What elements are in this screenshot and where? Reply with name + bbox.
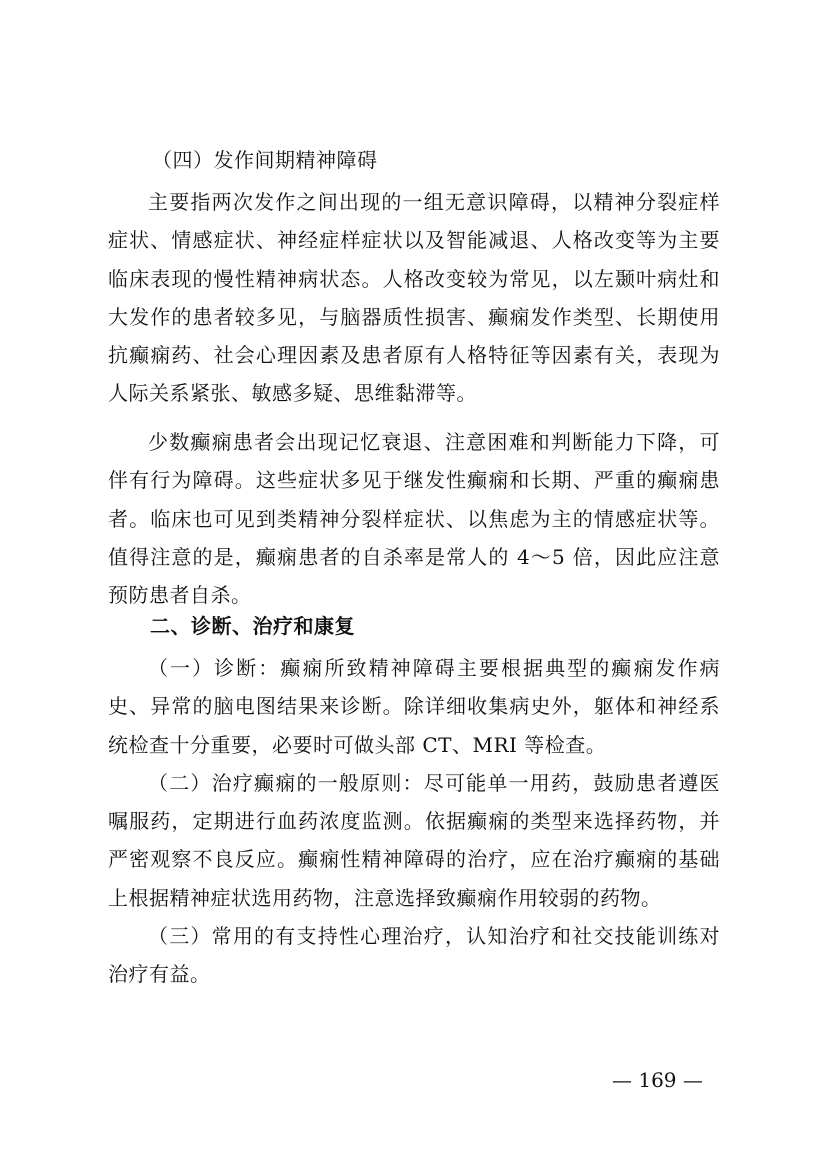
paragraph: （一）诊断：癫痫所致精神障碍主要根据典型的癫痫发作病史、异常的脑电图结果来诊断。除详细收集病史外，躯体和神经系统检查十分重要，必要时可做头部 CT、MRI 等检查。 (108, 656, 720, 757)
page-number: — 169 — (612, 1068, 703, 1092)
section-heading: 二、诊断、治疗和康复 (150, 614, 355, 638)
subsection-heading: （四）发作间期精神障碍 (152, 148, 378, 172)
subsection-body (108, 183, 720, 413)
section-body (108, 649, 720, 994)
paragraph: （三）常用的有支持性心理治疗，认知治疗和社交技能训练对治疗有益。 (108, 924, 720, 987)
paragraph: 少数癫痫患者会出现记忆衰退、注意困难和判断能力下降，可伴有行为障碍。这些症状多见于继发性癫痫和长期、严重的癫痫患者。临床也可见到类精神分裂样症状、以焦虑为主的情感症状等。值得注意的是，癫痫患者的自杀率是常人的 4～5 倍，因此应注意预防患者自杀。 (108, 430, 720, 608)
subsection-body-continued (108, 423, 720, 614)
paragraph: （二）治疗癫痫的一般原则：尽可能单一用药，鼓励患者遵医嘱服药，定期进行血药浓度监测。依据癫痫的类型来选择药物，并严密观察不良反应。癫痫性精神障碍的治疗，应在治疗癫痫的基础上根据精神症状选用药物，注意选择致癫痫作用较弱的药物。 (108, 770, 720, 910)
paragraph: 主要指两次发作之间出现的一组无意识障碍，以精神分裂症样症状、情感症状、神经症样症状以及智能减退、人格改变等为主要临床表现的慢性精神病状态。人格改变较为常见，以左颞叶病灶和大发作的患者较多见，与脑器质性损害、癫痫发作类型、长期使用抗癫痫药、社会心理因素及患者原有人格特征等因素有关，表现为人际关系紧张、敏感多疑、思维黏滞等。 (108, 190, 720, 406)
